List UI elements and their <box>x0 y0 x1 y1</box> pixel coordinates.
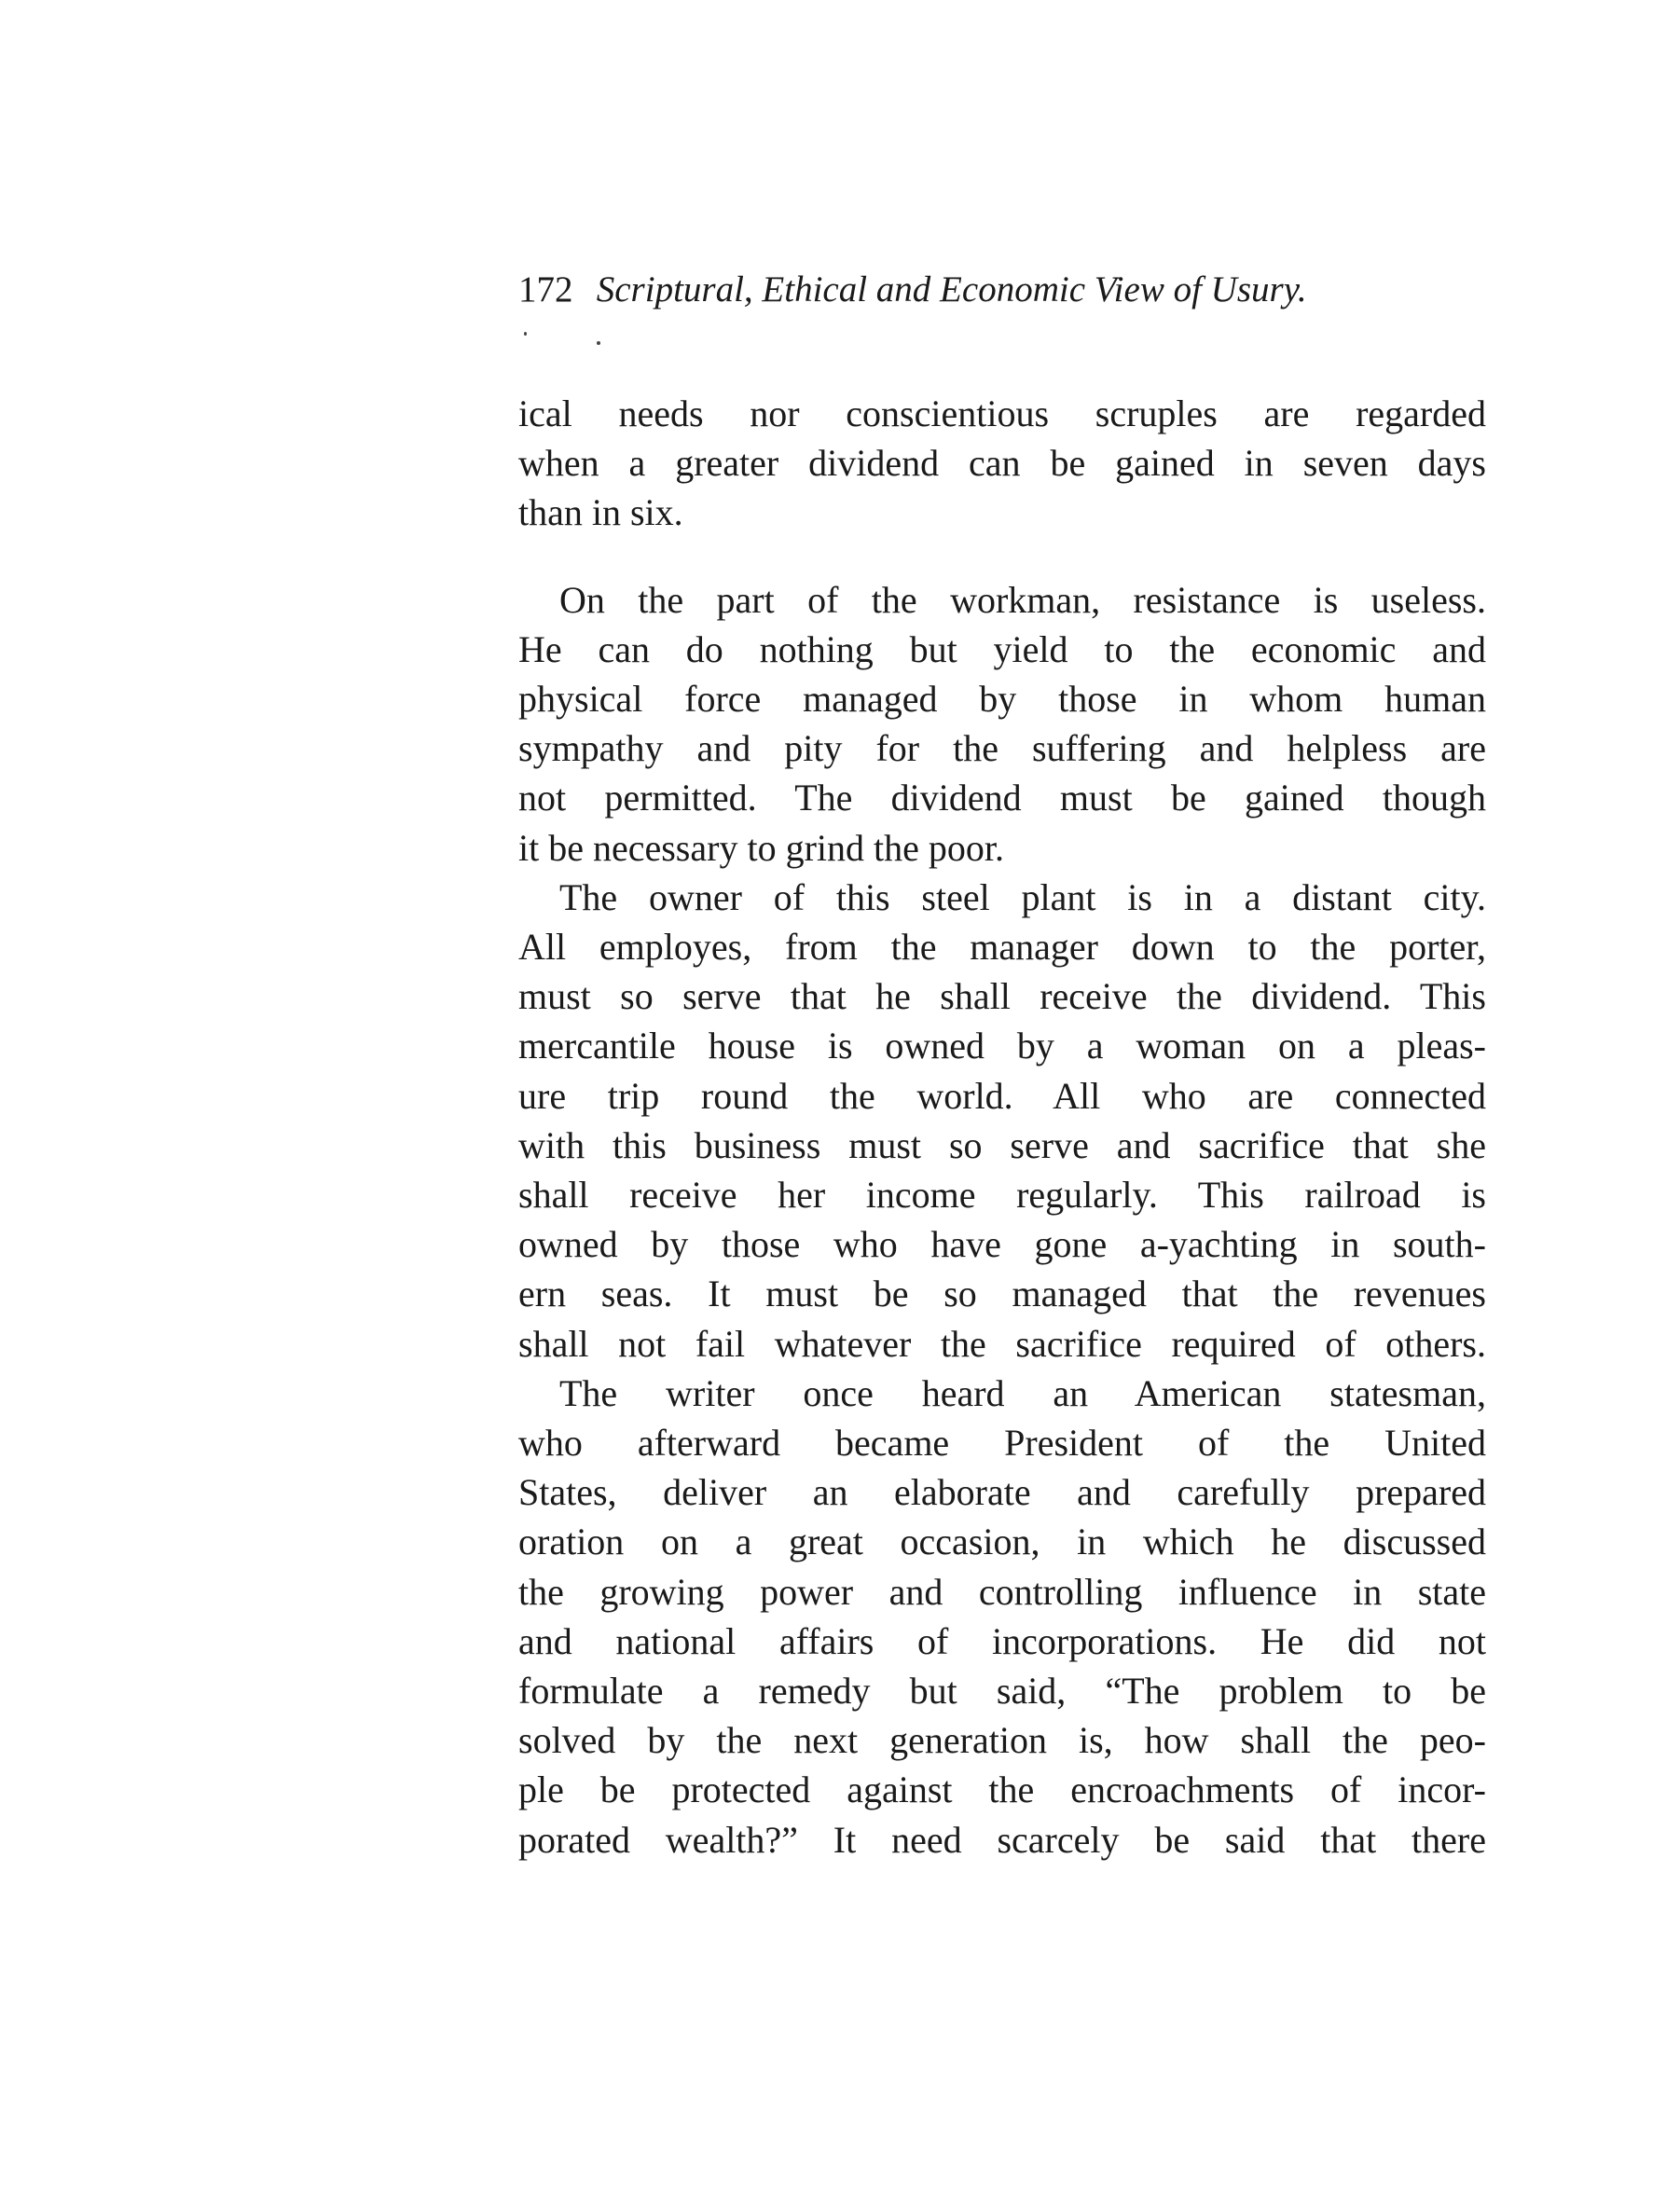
text-line: solved by the next generation is, how shall the peo- <box>518 1719 1486 1762</box>
text-line: formulate a remedy but said, “The problem to be <box>518 1670 1486 1713</box>
text-line: owned by those who have gone a-yachting in south- <box>518 1223 1486 1266</box>
text-line: oration on a great occasion, in which he discussed <box>518 1521 1486 1563</box>
running-title: Scriptural, Ethical and Economic View of Usury. <box>596 269 1307 310</box>
text-line: The owner of this steel plant is in a distant city. <box>559 875 1486 918</box>
text-line: who afterward became President of the United <box>518 1422 1486 1465</box>
text-line: it be necessary to grind the poor. <box>518 826 1004 869</box>
page-number: 172 <box>518 269 573 310</box>
text-line: porated wealth?” It need scarcely be said that there <box>518 1818 1486 1861</box>
text-line: All employes, from the manager down to the porter, <box>518 926 1486 969</box>
text-line: sympathy and pity for the suffering and helpless are <box>518 727 1486 770</box>
text-line: States, deliver an elaborate and carefully prepared <box>518 1471 1486 1514</box>
text-line: the growing power and controlling influence in state <box>518 1570 1486 1613</box>
text-line: ple be protected against the encroachments of incor- <box>518 1768 1486 1811</box>
text-line: physical force managed by those in whom human <box>518 678 1486 721</box>
text-line: mercantile house is owned by a woman on a pleas- <box>518 1025 1486 1067</box>
text-line: must so serve that he shall receive the dividend. This <box>518 975 1486 1018</box>
text-line: ical needs nor conscientious scruples are regarded <box>518 392 1486 434</box>
paragraph-4 <box>518 1369 1486 1865</box>
text-line: not permitted. The dividend must be gained though <box>518 777 1486 819</box>
text-line: He can do nothing but yield to the economic and <box>518 627 1486 670</box>
text-line: ern seas. It must be so managed that the revenues <box>518 1273 1486 1315</box>
text-line: than in six. <box>518 491 683 534</box>
text-line: and national affairs of incorporations. He did not <box>518 1619 1486 1662</box>
paragraph-1 <box>518 389 1486 538</box>
text-line: On the part of the workman, resistance is useless. <box>559 578 1486 621</box>
text-line: The writer once heard an American statesman, <box>559 1371 1486 1414</box>
text-line: shall not fail whatever the sacrifice required of others. <box>518 1322 1486 1365</box>
paragraph-2 <box>518 575 1486 873</box>
text-line: shall receive her income regularly. This railroad is <box>518 1174 1486 1217</box>
page-header <box>518 268 1497 324</box>
text-line: when a greater dividend can be gained in seven days <box>518 442 1486 485</box>
body-text <box>518 351 1486 1865</box>
text-line: ure trip round the world. All who are connected <box>518 1074 1486 1117</box>
paragraph-3 <box>518 873 1486 1369</box>
print-speck <box>524 332 527 336</box>
text-line: with this business must so serve and sacrifice that she <box>518 1123 1486 1166</box>
print-speck <box>597 341 600 345</box>
